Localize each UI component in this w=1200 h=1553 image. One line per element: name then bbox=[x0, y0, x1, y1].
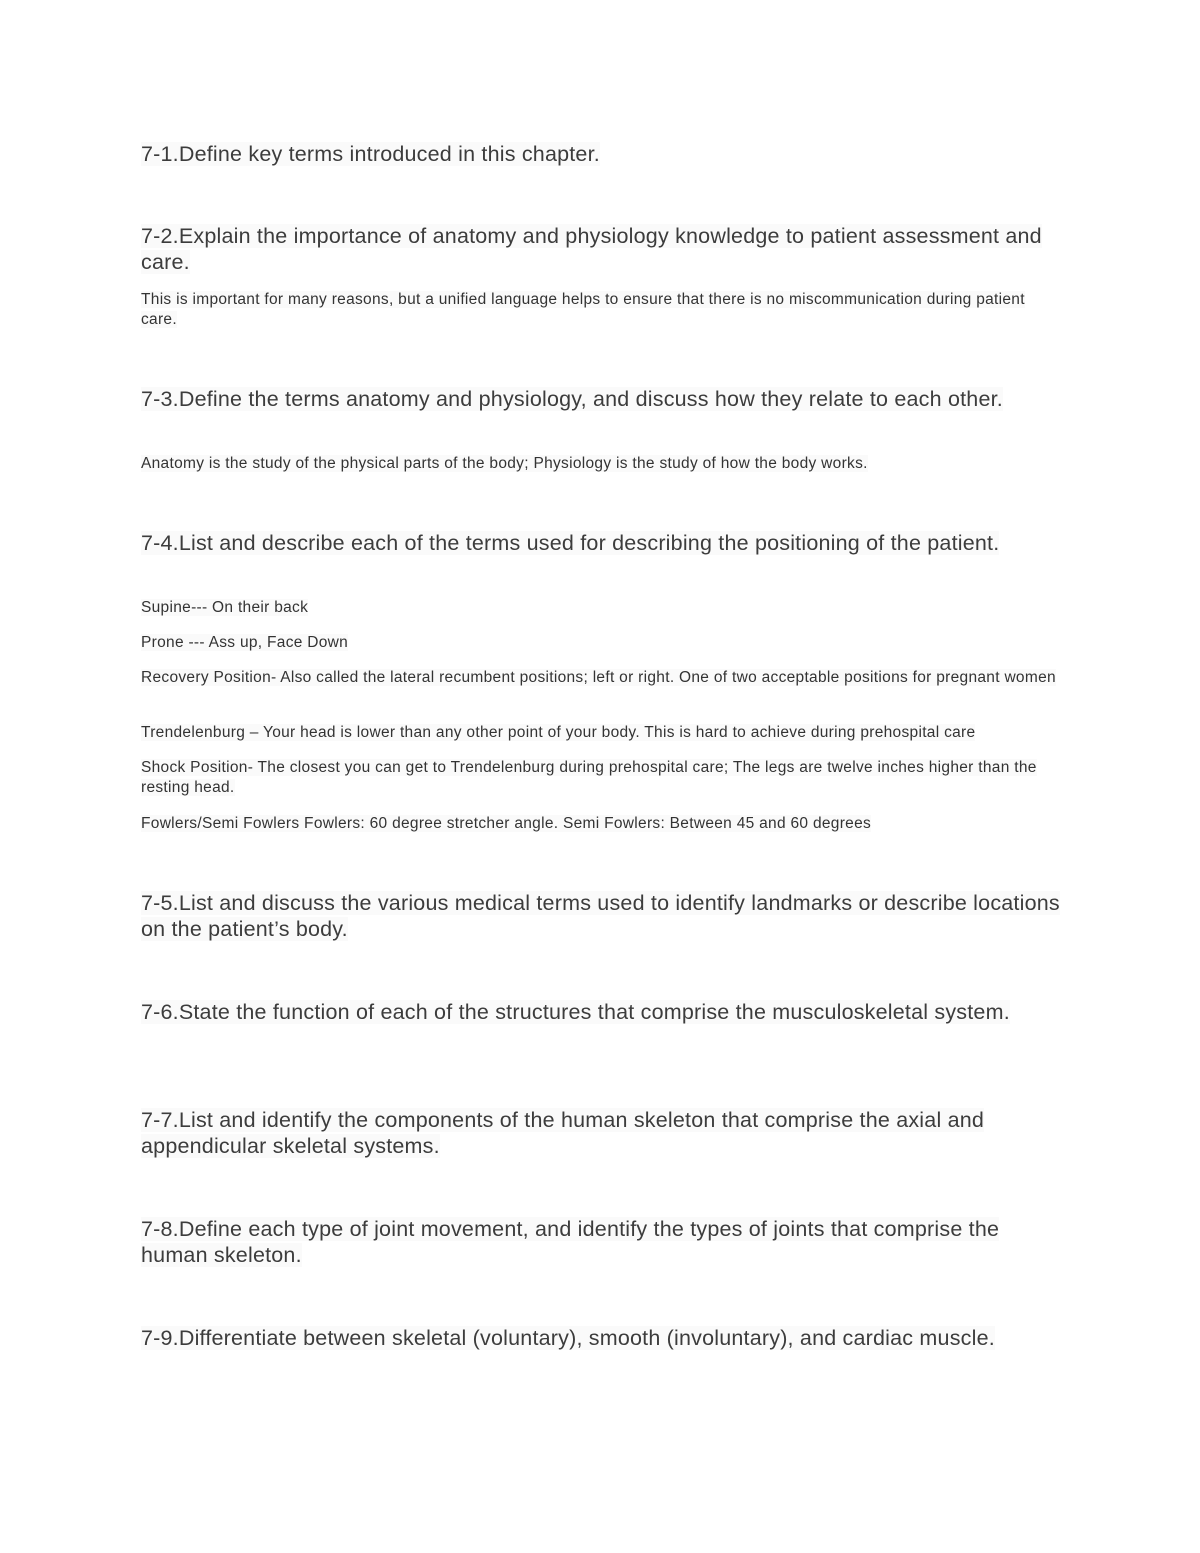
answer-text: Trendelenburg – Your head is lower than any other point of your body. This is hard to achieve during prehospital care bbox=[141, 724, 976, 741]
heading-text: 7-2.Explain the importance of anatomy and physiology knowledge to patient assessment and care. bbox=[141, 224, 1042, 274]
heading-text: 7-4.List and describe each of the terms used for describing the positioning of the patient. bbox=[141, 531, 1000, 555]
position-fowlers bbox=[141, 814, 1061, 834]
objective-7-7-heading bbox=[141, 1107, 1061, 1159]
position-prone bbox=[141, 633, 1061, 653]
position-trendelenburg bbox=[141, 723, 1081, 743]
objective-7-3-heading bbox=[141, 386, 1061, 412]
objective-7-8-heading bbox=[141, 1216, 1061, 1268]
answer-text: This is important for many reasons, but a unified language helps to ensure that there is no miscommunication during patient care. bbox=[141, 291, 1025, 328]
position-recovery bbox=[141, 668, 1061, 688]
answer-text: Fowlers/Semi Fowlers Fowlers: 60 degree stretcher angle. Semi Fowlers: Between 45 and 60 degrees bbox=[141, 815, 872, 832]
objective-7-6-heading bbox=[141, 999, 1061, 1025]
heading-text: 7-3.Define the terms anatomy and physiology, and discuss how they relate to each other. bbox=[141, 387, 1003, 411]
objective-7-4-heading bbox=[141, 530, 1061, 556]
objective-7-1-heading bbox=[141, 141, 1061, 167]
heading-text: 7-6.State the function of each of the structures that comprise the musculoskeletal system. bbox=[141, 1000, 1010, 1024]
answer-text: Supine--- On their back bbox=[141, 599, 309, 616]
answer-text: Recovery Position- Also called the lateral recumbent positions; left or right. One of two acceptable positions for pregnant women bbox=[141, 669, 1056, 686]
objective-7-2-heading bbox=[141, 223, 1061, 275]
heading-text: 7-5.List and discuss the various medical terms used to identify landmarks or describe locations on the patient’s body. bbox=[141, 891, 1060, 941]
heading-text: 7-1.Define key terms introduced in this chapter. bbox=[141, 142, 600, 166]
objective-7-9-heading bbox=[141, 1325, 1061, 1351]
heading-text: 7-7.List and identify the components of the human skeleton that comprise the axial and appendicular skeletal systems. bbox=[141, 1108, 985, 1158]
objective-7-3-answer bbox=[141, 454, 1061, 474]
objective-7-5-heading bbox=[141, 890, 1061, 942]
heading-text: 7-8.Define each type of joint movement, and identify the types of joints that comprise the human skeleton. bbox=[141, 1217, 1000, 1267]
objective-7-2-answer bbox=[141, 290, 1061, 330]
heading-text: 7-9.Differentiate between skeletal (voluntary), smooth (involuntary), and cardiac muscle. bbox=[141, 1326, 995, 1350]
position-supine bbox=[141, 598, 1061, 618]
answer-text: Anatomy is the study of the physical parts of the body; Physiology is the study of how the body works. bbox=[141, 455, 868, 472]
answer-text: Shock Position- The closest you can get to Trendelenburg during prehospital care; The legs are twelve inches higher than the resting head. bbox=[141, 759, 1037, 796]
position-shock bbox=[141, 758, 1061, 798]
answer-text: Prone --- Ass up, Face Down bbox=[141, 634, 349, 651]
